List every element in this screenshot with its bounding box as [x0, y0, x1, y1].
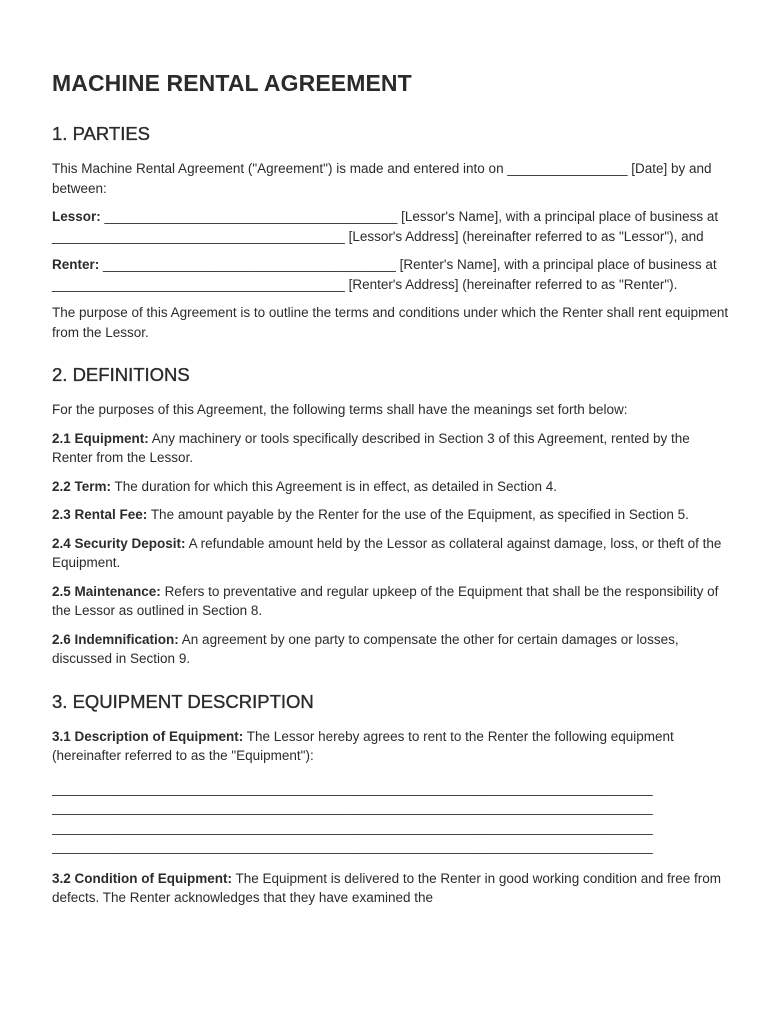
renter-clause	[52, 255, 732, 294]
section-definitions	[52, 364, 732, 669]
definition-item	[52, 582, 732, 621]
parties-intro: This Machine Rental Agreement ("Agreement") is made and entered into on ________________ [Date] by and between:	[52, 161, 712, 196]
equipment-description-text: The Lessor hereby agrees to rent to the Renter the following equipment (hereinafter referred to as the "Equipment"):	[52, 728, 674, 763]
document-page	[52, 70, 732, 917]
definition-label: 2.6 Indemnification:	[52, 631, 179, 647]
definition-text: The amount payable by the Renter for the use of the Equipment, as specified in Section 5.	[150, 507, 689, 522]
equipment-condition-clause	[52, 869, 732, 908]
blank-line: ________________________________________________________________________________	[52, 819, 653, 835]
section-parties	[52, 123, 732, 342]
section-equipment	[52, 691, 732, 908]
definition-text: A refundable amount held by the Lessor as collateral against damage, loss, or theft of the Equipment.	[52, 535, 722, 570]
equipment-description-clause	[52, 727, 732, 766]
blank-line: ________________________________________________________________________________	[52, 839, 653, 854]
section-heading-equipment: 3. EQUIPMENT DESCRIPTION	[52, 690, 314, 712]
equipment-description-label: 3.1 Description of Equipment:	[52, 728, 244, 744]
definition-item	[52, 534, 732, 573]
definition-text: Any machinery or tools specifically described in Section 3 of this Agreement, rented by the Renter from the Lessor.	[52, 430, 690, 465]
definition-text: An agreement by one party to compensate the other for certain damages or losses, discussed in Section 9.	[52, 631, 679, 666]
purpose-clause: The purpose of this Agreement is to outline the terms and conditions under which the Renter shall rent equipment from the Lessor.	[52, 305, 729, 340]
definition-label: 2.2 Term:	[52, 478, 112, 494]
definition-item	[52, 630, 732, 669]
definition-label: 2.3 Rental Fee:	[52, 507, 148, 522]
blank-line: ________________________________________________________________________________	[52, 780, 653, 796]
equipment-blank-lines	[52, 779, 732, 857]
document-title: MACHINE RENTAL AGREEMENT	[52, 70, 412, 96]
equipment-condition-text: The Equipment is delivered to the Renter in good working condition and free from defects. The Renter acknowledges that they have examined the	[52, 870, 722, 905]
section-heading-parties: 1. PARTIES	[52, 123, 151, 144]
section-heading-definitions: 2. DEFINITIONS	[52, 364, 190, 385]
definition-text: The duration for which this Agreement is in effect, as detailed in Section 4.	[114, 478, 558, 494]
blank-line: ________________________________________________________________________________	[52, 800, 653, 815]
definition-label: 2.1 Equipment:	[52, 430, 149, 446]
definition-label: 2.5 Maintenance:	[52, 583, 161, 599]
definition-item	[52, 429, 732, 468]
definition-item	[52, 477, 732, 497]
renter-label: Renter:	[52, 257, 100, 272]
definition-text: Refers to preventative and regular upkeep of the Equipment that shall be the responsibility of the Lessor as outlined in Section 8.	[52, 583, 719, 618]
lessor-text: _______________________________________ [Lessor's Name], with a principal place of business at _______________________________________ [Lessor's Address] (hereinafter referred to as "Lessor"), and	[52, 209, 719, 244]
definition-label: 2.4 Security Deposit:	[52, 535, 186, 551]
lessor-label: Lessor:	[52, 209, 101, 224]
definitions-intro: For the purposes of this Agreement, the following terms shall have the meanings set forth below:	[52, 402, 628, 417]
equipment-condition-label: 3.2 Condition of Equipment:	[52, 870, 232, 886]
definition-item	[52, 505, 732, 525]
lessor-clause	[52, 207, 732, 246]
renter-text: _______________________________________ [Renter's Name], with a principal place of business at _______________________________________ [Renter's Address] (hereinafter referred to as "Renter").	[52, 257, 717, 292]
